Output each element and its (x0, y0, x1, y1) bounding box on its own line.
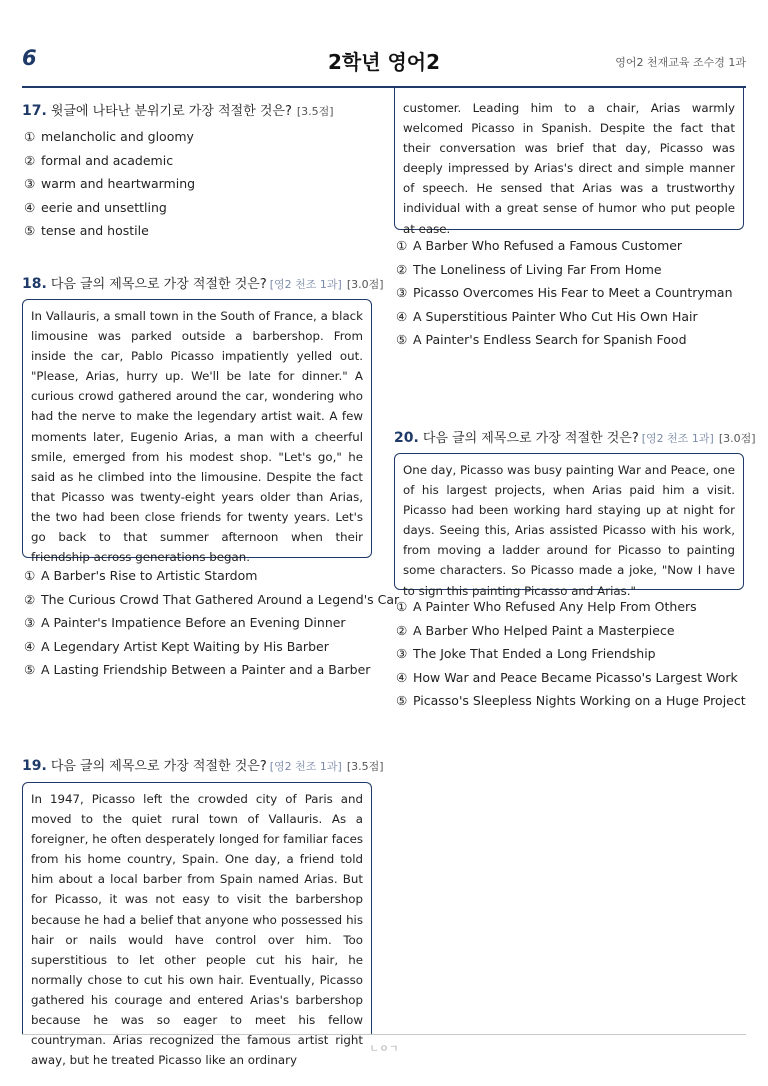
option-1[interactable]: ① melancholic and gloomy (24, 129, 194, 144)
page-title: 2학년 영어2 (327, 50, 441, 74)
question-20-options (396, 595, 746, 713)
question-points: [3.5점] (296, 105, 334, 118)
question-18-passage: In Vallauris, a small town in the South of France, a black limousine was parked outside a barbershop. From inside the car, Pablo Picasso impatiently yelled out. "Please, Arias, hurry up. We'll be late for dinner." A curious crowd gathered around the car, wondering who had the nerve to make the legendary artist wait. A few moments later, Eugenio Arias, a man with a cheerful smile, emerged from his modest shop. "Let's go," he said as he climbed into the limousine. Despite the fact that Picasso was twenty-eight years older than Arias, the two had been close friends for twenty years. Let's go back to that summer afternoon when their friendship across generations began. (22, 299, 372, 558)
question-prompt: 다음 글의 제목으로 가장 적절한 것은? (50, 759, 267, 774)
option-2[interactable]: ② formal and academic (24, 152, 174, 168)
option-1[interactable]: ① A Barber's Rise to Artistic Stardom (24, 568, 258, 583)
page-subtitle: 영어2 천재교육 조수경 1과 (615, 56, 746, 69)
option-4[interactable]: ④ How War and Peace Became Picasso's Largest Work (396, 669, 738, 685)
question-source-tag: [영2 천조 1과] (269, 278, 342, 291)
question-source-tag: [영2 천조 1과] (269, 760, 342, 773)
option-4[interactable]: ④ eerie and unsettling (24, 199, 167, 215)
option-2[interactable]: ② The Loneliness of Living Far From Home (396, 261, 662, 277)
option-4[interactable]: ④ A Superstitious Painter Who Cut His Own Hair (396, 308, 698, 324)
question-prompt: 다음 글의 제목으로 가장 적절한 것은? (422, 431, 639, 446)
question-number: 18. (22, 276, 47, 292)
footer-page-label: ㄴㅇㄱ (369, 1044, 399, 1055)
option-3[interactable]: ③ The Joke That Ended a Long Friendship (396, 646, 656, 662)
question-19-options (396, 234, 733, 352)
option-5[interactable]: ⑤ tense and hostile (24, 223, 149, 239)
question-19-passage: In 1947, Picasso left the crowded city of Paris and moved to the quiet rural town of Vallauris. As a foreigner, he often desperately longed for familiar faces from his home country, Spain. One day, a friend told him about a local barber from Spain named Arias. But for Picasso, it was not easy to visit the barbershop because he had a belief that anyone who possessed his hair or nails would have control over him. Too superstitious to let other people cut his hair, he normally chose to cut his own hair. Eventually, Picasso gathered his courage and entered Arias's barbershop because he was so eager to meet his fellow countryman. Arias recognized the famous artist right away, but he treated Picasso like an ordinary (22, 782, 372, 1034)
option-4[interactable]: ④ A Legendary Artist Kept Waiting by His Barber (24, 638, 329, 654)
question-points: [3.0점] (346, 278, 384, 291)
question-prompt: 윗글에 나타난 분위기로 가장 적절한 것은? (50, 104, 292, 119)
question-20-heading (394, 427, 756, 446)
question-18-options (24, 564, 399, 682)
option-3[interactable]: ③ warm and heartwarming (24, 176, 196, 192)
question-number: 17. (22, 103, 47, 119)
question-points: [3.5점] (346, 760, 384, 773)
question-number: 20. (394, 430, 419, 446)
footer-divider (22, 1034, 746, 1035)
option-5[interactable]: ⑤ A Lasting Friendship Between a Painter and a Barber (24, 662, 371, 678)
page-number: 6 (22, 46, 37, 70)
option-2[interactable]: ② The Curious Crowd That Gathered Around a Legend's Car (24, 591, 400, 607)
option-3[interactable]: ③ A Painter's Impatience Before an Evening Dinner (24, 615, 346, 631)
question-17-heading (22, 100, 334, 119)
question-points: [3.0점] (718, 432, 756, 445)
question-19-passage-continued: customer. Leading him to a chair, Arias warmly welcomed Picasso in Spanish. Despite the fact that their conversation was brief that day, Picasso was deeply impressed by Arias's direct and simple manner of speech. He sensed that Arias was a trustworthy individual with a great sense of humor who put people at ease. (394, 88, 744, 230)
question-19-heading (22, 755, 384, 774)
question-18-heading (22, 273, 384, 292)
question-number: 19. (22, 758, 47, 774)
question-prompt: 다음 글의 제목으로 가장 적절한 것은? (50, 277, 267, 292)
option-5[interactable]: ⑤ A Painter's Endless Search for Spanish Food (396, 332, 687, 348)
option-3[interactable]: ③ Picasso Overcomes His Fear to Meet a Countryman (396, 285, 733, 301)
option-2[interactable]: ② A Barber Who Helped Paint a Masterpiece (396, 622, 675, 638)
option-1[interactable]: ① A Barber Who Refused a Famous Customer (396, 238, 683, 253)
question-source-tag: [영2 천조 1과] (641, 432, 714, 445)
page-header (0, 0, 768, 88)
question-20-passage: One day, Picasso was busy painting War and Peace, one of his largest projects, when Arias paid him a visit. Picasso had been working hard staying up at night for days. Seeing this, Arias assisted Picasso with his work, from moving a ladder around for Picasso to painting some characters. So Picasso made a joke, "Now I have to sign this painting Picasso and Arias." (394, 453, 744, 590)
option-5[interactable]: ⑤ Picasso's Sleepless Nights Working on a Huge Project (396, 693, 746, 709)
question-17-options (24, 125, 195, 243)
option-1[interactable]: ① A Painter Who Refused Any Help From Others (396, 599, 697, 614)
